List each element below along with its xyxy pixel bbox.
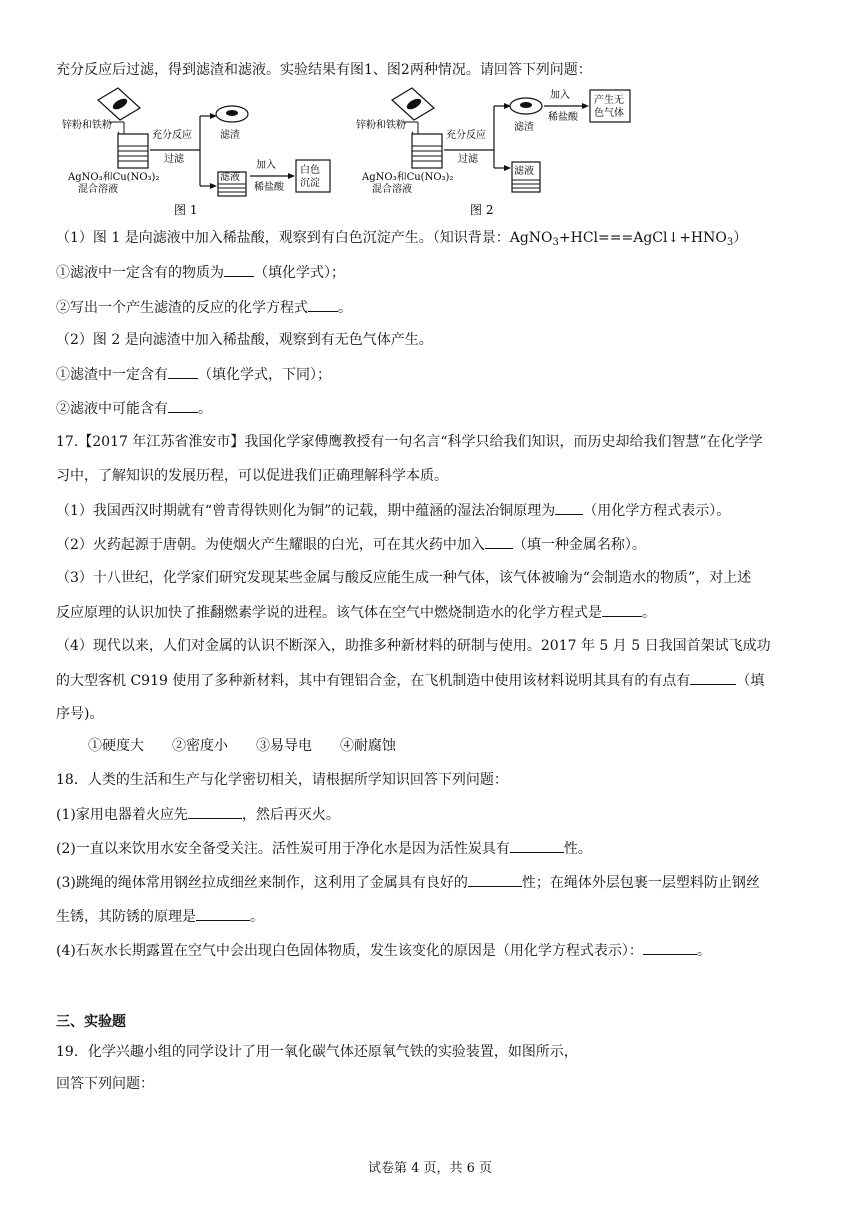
fig1-caption: 图 1 xyxy=(174,203,198,217)
fig1-residue-label: 滤渣 xyxy=(220,130,240,141)
q18-part2: (2)一直以来饮用水安全备受关注。活性炭可用于净化水是因为活性炭具有 性。 xyxy=(56,838,592,859)
fig1-add-label-2: 稀盐酸 xyxy=(254,182,284,193)
answer-blank[interactable] xyxy=(188,804,242,819)
q19-stem-1: 19．化学兴趣小组的同学设计了用一氧化碳气体还原氧气铁的实验装置，如图所示， xyxy=(56,1044,578,1060)
figure-1 xyxy=(60,86,360,226)
fig1-filtrate-label: 滤液 xyxy=(220,172,240,183)
intro-text: 充分反应后过滤，得到滤渣和滤液。实验结果有图1、图2两种情况。请回答下列问题： xyxy=(56,62,592,78)
q17-part4-2: 的大型客机 C919 使用了多种新材料，其中有锂铝合金，在飞机制造中使用该材料说明其具有的有点有 （填 xyxy=(56,670,764,691)
fig2-add-label-1: 加入 xyxy=(550,90,570,101)
answer-blank[interactable] xyxy=(468,872,522,887)
fig1-step-label-1: 充分反应 xyxy=(152,130,192,141)
fig2-step-label-2: 过滤 xyxy=(458,154,478,165)
fig2-result-label-2: 色气体 xyxy=(594,108,624,119)
answer-blank[interactable] xyxy=(643,940,697,955)
q18-part1: (1)家用电器着火应先 ，然后再灭火。 xyxy=(56,804,340,825)
fig1-solution-label-2: 混合溶液 xyxy=(78,184,118,195)
q17-stem-1: 17.【2017 年江苏省淮安市】我国化学家傅鹰教授有一句名言“科学只给我们知识，而历史却给我们智慧”在化学学 xyxy=(56,434,763,450)
section-heading: 三、实验题 xyxy=(56,1014,126,1030)
q18-part3-2: 生锈，其防锈的原理是 。 xyxy=(56,906,264,927)
answer-blank[interactable] xyxy=(196,906,250,921)
fig2-filtrate-label: 滤液 xyxy=(514,166,534,177)
answer-blank[interactable] xyxy=(168,398,198,413)
q18-part3: (3)跳绳的绳体常用钢丝拉成细丝来制作，这利用了金属具有良好的 性；在绳体外层包裹一层塑料防止钢丝 xyxy=(56,872,760,893)
answer-blank[interactable] xyxy=(555,500,583,515)
answer-blank[interactable] xyxy=(602,602,642,617)
answer-blank[interactable] xyxy=(308,297,338,312)
q17-part3-2: 反应原理的认识加快了推翻燃素学说的进程。该气体在空气中燃烧制造水的化学方程式是 。 xyxy=(56,602,656,623)
answer-blank[interactable] xyxy=(510,838,564,853)
q16-part1-ii: ②写出一个产生滤渣的反应的化学方程式 。 xyxy=(56,297,352,318)
q17-part4-1: （4）现代以来，人们对金属的认识不断深入，助推多种新材料的研制与使用。2017 年 5 月 5 日我国首架试飞成功 xyxy=(56,638,771,654)
fig2-residue-label: 滤渣 xyxy=(514,122,534,133)
fig1-solution-label-1: AgNO₃和Cu(NO₃)₂ xyxy=(68,172,160,183)
fig2-solution-label-1: AgNO₃和Cu(NO₃)₂ xyxy=(362,172,454,183)
q17-options: ①硬度大 ②密度小 ③易导电 ④耐腐蚀 xyxy=(88,738,396,754)
q17-part3-1: （3）十八世纪，化学家们研究发现某些金属与酸反应能生成一种气体，该气体被喻为“会制造水的物质”，对上述 xyxy=(56,570,752,586)
q18-part4: (4)石灰水长期露置在空气中会出现白色固体物质，发生该变化的原因是（用化学方程式表示）： 。 xyxy=(56,940,711,961)
fig1-add-label-1: 加入 xyxy=(256,160,276,171)
fig1-step-label-2: 过滤 xyxy=(164,154,184,165)
q16-part2-ii: ②滤液中可能含有 。 xyxy=(56,398,212,419)
fig2-add-label-2: 稀盐酸 xyxy=(548,112,578,123)
fig1-reactant-label: 锌粉和铁粉 xyxy=(62,120,112,131)
q18-stem: 18．人类的生活和生产与化学密切相关，请根据所学知识回答下列问题： xyxy=(56,772,508,788)
q17-part4-3: 序号)。 xyxy=(56,706,104,722)
page-footer: 试卷第 4 页，共 6 页 xyxy=(367,1161,493,1176)
q16-part2-i: ①滤渣中一定含有 （填化学式，下同）； xyxy=(56,364,331,385)
answer-blank[interactable] xyxy=(690,670,736,685)
fig2-solution-label-2: 混合溶液 xyxy=(372,184,412,195)
q16-part2: （2）图 2 是向滤渣中加入稀盐酸，观察到有无色气体产生。 xyxy=(56,332,433,348)
answer-blank[interactable] xyxy=(168,364,198,379)
fig2-step-label-1: 充分反应 xyxy=(446,130,486,141)
q16-part1: （1）图 1 是向滤液中加入稀盐酸，观察到有白色沉淀产生。（知识背景：$AgNO_3+HCl===AgCl↓+HNO_3$） xyxy=(56,230,748,248)
q19-stem-2: 回答下列问题： xyxy=(56,1076,154,1092)
q16-part1-i: ①滤液中一定含有的物质为 （填化学式）； xyxy=(56,262,345,283)
fig2-caption: 图 2 xyxy=(470,203,494,217)
figure-2 xyxy=(354,86,654,226)
fig2-result-label-1: 产生无 xyxy=(594,95,624,106)
q17-stem-2: 习中，了解知识的发展历程，可以促进我们正确理解科学本质。 xyxy=(56,468,448,484)
fig1-result-label-1: 白色 xyxy=(300,165,320,176)
q17-part1: （1）我国西汉时期就有“曾青得铁则化为铜”的记载，期中蕴涵的湿法冶铜原理为 （用化学方程式表示）。 xyxy=(56,500,730,521)
answer-blank[interactable] xyxy=(224,262,254,277)
answer-blank[interactable] xyxy=(485,534,513,549)
q17-part2: （2）火药起源于唐朝。为使烟火产生耀眼的白光，可在其火药中加入 （填一种金属名称）。 xyxy=(56,534,646,555)
fig2-reactant-label: 锌粉和铁粉 xyxy=(356,120,406,131)
fig1-result-label-2: 沉淀 xyxy=(300,178,320,189)
